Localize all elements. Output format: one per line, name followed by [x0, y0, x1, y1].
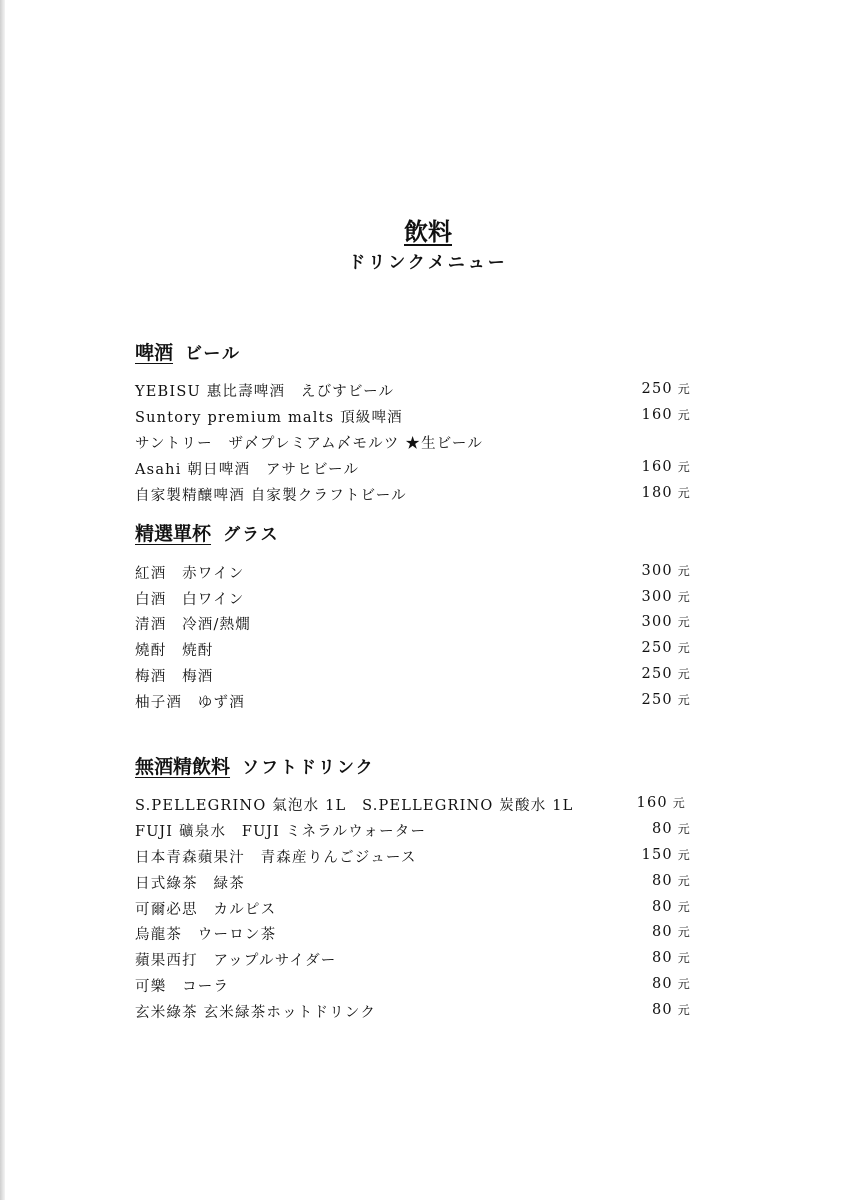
- item-name: 可爾必思 カルピス: [135, 902, 277, 918]
- item-name: Asahi 朝日啤酒 アサヒビール: [135, 462, 360, 478]
- menu-item: [135, 639, 691, 663]
- menu-item: [135, 406, 691, 430]
- item-name: 紅酒 赤ワイン: [135, 566, 245, 582]
- item-name: 梅酒 梅酒: [135, 669, 214, 685]
- item-name: 清酒 冷酒/熱燗: [135, 617, 251, 633]
- item-name: 燒酎 焼酎: [135, 643, 214, 659]
- menu-item: [135, 975, 691, 999]
- menu-item: [135, 613, 691, 637]
- menu-item: [135, 665, 691, 689]
- item-name: 玄米綠茶 玄米緑茶ホットドリンク: [135, 1005, 377, 1021]
- item-price: 250 元: [641, 692, 691, 708]
- item-price: 300 元: [641, 563, 691, 579]
- item-price: 150 元: [641, 847, 691, 863]
- item-name: 自家製精釀啤酒 自家製クラフトビール: [135, 488, 407, 504]
- section-heading-glass: 精選單杯 グラス: [135, 523, 280, 545]
- menu-item: [135, 1001, 691, 1025]
- menu-item: [135, 458, 691, 482]
- item-name: YEBISU 惠比壽啤酒 えびすビール: [135, 384, 395, 400]
- menu-item: [135, 562, 691, 586]
- item-name: 日式綠茶 緑茶: [135, 876, 245, 892]
- item-name: 日本青森蘋果汁 青森産りんごジュース: [135, 850, 417, 866]
- item-price: 160 元: [641, 407, 691, 423]
- item-price: 300 元: [641, 589, 691, 605]
- item-price: [686, 432, 691, 448]
- item-name: 可樂 コーラ: [135, 979, 230, 995]
- menu-item: [135, 846, 691, 870]
- item-price: 300 元: [641, 614, 691, 630]
- menu-subtitle: ドリンクメニュー: [348, 253, 508, 273]
- menu-item: [135, 820, 691, 844]
- menu-item: [135, 691, 691, 715]
- menu-item: [135, 484, 691, 508]
- item-name: 烏龍茶 ウーロン茶: [135, 927, 277, 943]
- menu-item: [135, 380, 691, 404]
- item-price: 80 元: [651, 950, 691, 966]
- item-price: 180 元: [641, 485, 691, 501]
- item-price: 250 元: [641, 640, 691, 656]
- menu-item: [135, 588, 691, 612]
- item-price: 250 元: [641, 666, 691, 682]
- item-name: Suntory premium malts 頂級啤酒: [135, 410, 403, 426]
- item-price: 80 元: [651, 1002, 691, 1018]
- item-name: 蘋果西打 アップルサイダー: [135, 953, 337, 969]
- item-name: FUJI 礦泉水 FUJI ミネラルウォーター: [135, 824, 427, 840]
- menu-item: [135, 432, 691, 456]
- item-name: サントリー ザ〆プレミアム〆モルツ ★生ビール: [135, 436, 484, 452]
- item-price: 250 元: [641, 381, 691, 397]
- item-price: 160 元: [641, 459, 691, 475]
- item-price: 80 元: [651, 873, 691, 889]
- menu-title: 飲料: [404, 217, 452, 246]
- section-heading-soft-drinks: 無酒精飲料 ソフトドリンク: [135, 756, 375, 778]
- item-price: 80 元: [651, 976, 691, 992]
- item-name: S.PELLEGRINO 氣泡水 1L S.PELLEGRINO 炭酸水 1L: [135, 798, 574, 814]
- menu-item: [135, 923, 691, 947]
- section-heading-beer: 啤酒 ビール: [135, 342, 241, 364]
- menu-item: [135, 898, 691, 922]
- item-price: 160 元: [636, 795, 686, 811]
- menu-item: [135, 794, 691, 818]
- item-price: 80 元: [651, 821, 691, 837]
- item-price: 80 元: [651, 924, 691, 940]
- item-name: 柚子酒 ゆず酒: [135, 695, 245, 711]
- item-price: 80 元: [651, 899, 691, 915]
- menu-item: [135, 872, 691, 896]
- menu-item: [135, 949, 691, 973]
- item-name: 白酒 白ワイン: [135, 592, 245, 608]
